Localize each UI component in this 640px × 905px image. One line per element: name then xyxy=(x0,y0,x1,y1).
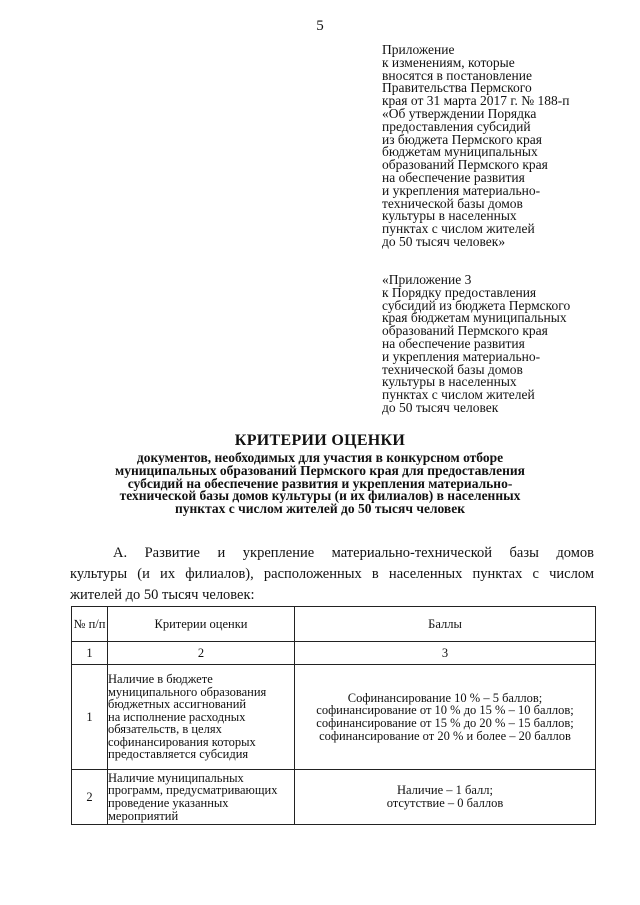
column-number: 3 xyxy=(295,642,596,665)
document-title: КРИТЕРИИ ОЦЕНКИ xyxy=(234,432,406,449)
annex-header-line: пунктах с числом жителей xyxy=(382,221,535,237)
annex-header-line: предоставления субсидий xyxy=(382,118,531,134)
criterion-line: программ, предусматривающих xyxy=(108,783,278,798)
subtitle-line: документов, необходимых для участия в конкурсном отборе xyxy=(136,450,504,465)
annex-header-line: края от 31 марта 2017 г. № 188-п xyxy=(382,93,570,109)
table-header-row xyxy=(72,607,596,642)
annex-header-line: до 50 тысяч человек» xyxy=(382,233,506,249)
criterion-line: на исполнение расходных xyxy=(108,709,246,724)
table-row xyxy=(72,770,596,825)
criterion-line: обязательств, в целях xyxy=(108,722,222,737)
table-numbering-row xyxy=(72,642,596,665)
annex-header-line: Приложение xyxy=(382,42,455,57)
annex-inner-line: образований Пермского края xyxy=(382,323,548,339)
annex-inner-line: и укрепления материально- xyxy=(382,348,541,364)
row-criterion xyxy=(108,665,295,770)
annex-header-line: образований Пермского края xyxy=(382,157,548,173)
criterion-line: мероприятий xyxy=(108,808,179,823)
annex-inner-line: «Приложение 3 xyxy=(382,272,472,287)
criterion-line: проведение указанных xyxy=(108,796,229,810)
column-header-number: № п/п xyxy=(72,607,108,642)
points-line: отсутствие – 0 баллов xyxy=(386,796,504,810)
intro-paragraph xyxy=(70,543,594,606)
annex-inner-line: на обеспечение развития xyxy=(382,335,525,351)
row-index: 2 xyxy=(72,770,108,825)
annex-header-line: из бюджета Пермского края xyxy=(382,131,542,147)
criteria-table xyxy=(71,606,596,825)
intro-line: культуры (и их филиалов), расположенных в населенных пунктах с числом xyxy=(70,566,594,582)
subtitle-line: субсидий на обеспечение развития и укрепления материально- xyxy=(127,475,513,491)
subtitle-line: муниципальных образований Пермского края для предоставления xyxy=(115,462,525,478)
annex-inner xyxy=(382,274,632,415)
annex-header-line: технической базы домов xyxy=(382,195,523,211)
criterion-line: бюджетных ассигнований xyxy=(108,697,247,712)
annex-header xyxy=(382,44,632,249)
document-subtitle xyxy=(70,452,570,516)
criterion-line: муниципального образования xyxy=(108,684,267,699)
column-header-criteria: Критерии оценки xyxy=(108,607,295,642)
row-points xyxy=(295,665,596,770)
table-row xyxy=(72,665,596,770)
annex-header-line: «Об утверждении Порядка xyxy=(382,105,537,121)
row-criterion xyxy=(108,770,295,825)
annex-inner-line: к Порядку предоставления xyxy=(382,284,537,300)
annex-header-line: и укрепления материально- xyxy=(382,182,541,198)
intro-line: А. Развитие и укрепление материально-технической базы домов xyxy=(113,545,594,561)
criterion-line: софинансирования которых xyxy=(108,734,256,749)
subtitle-line: технической базы домов культуры (и их филиалов) в населенных xyxy=(119,488,521,504)
annex-header-line: культуры в населенных xyxy=(382,208,517,224)
annex-header-line: вносятся в постановление xyxy=(382,67,532,83)
page-number: 5 xyxy=(316,18,324,34)
annex-header-line: на обеспечение развития xyxy=(382,169,525,185)
column-number: 1 xyxy=(72,642,108,665)
annex-header-line: к изменениям, которые xyxy=(382,54,515,70)
points-line: софинансирование от 15 % до 20 % – 15 баллов; xyxy=(316,716,574,730)
row-index: 1 xyxy=(72,665,108,770)
points-line: Наличие – 1 балл; xyxy=(397,783,493,798)
column-number: 2 xyxy=(108,642,295,665)
criterion-line: Наличие муниципальных xyxy=(108,770,244,785)
points-line: софинансирование от 20 % и более – 20 баллов xyxy=(319,728,571,743)
annex-inner-line: пунктах с числом жителей xyxy=(382,387,535,403)
annex-header-line: бюджетам муниципальных xyxy=(382,144,538,160)
annex-header-line: Правительства Пермского xyxy=(382,80,532,96)
subtitle-line: пунктах с числом жителей до 50 тысяч человек xyxy=(175,501,465,517)
points-line: Софинансирование 10 % – 5 баллов; xyxy=(347,690,543,705)
annex-inner-line: субсидий из бюджета Пермского xyxy=(382,297,571,313)
column-header-points: Баллы xyxy=(295,607,596,642)
criterion-line: Наличие в бюджете xyxy=(108,671,213,686)
points-line: софинансирование от 10 % до 15 % – 10 баллов; xyxy=(316,703,574,718)
annex-inner-line: технической базы домов xyxy=(382,361,523,377)
annex-inner-line: края бюджетам муниципальных xyxy=(382,310,567,326)
row-points xyxy=(295,770,596,825)
intro-line: жителей до 50 тысяч человек: xyxy=(70,587,255,603)
annex-inner-line: культуры в населенных xyxy=(382,374,517,390)
annex-inner-line: до 50 тысяч человек xyxy=(382,399,499,415)
criterion-line: предоставляется субсидия xyxy=(108,747,249,762)
